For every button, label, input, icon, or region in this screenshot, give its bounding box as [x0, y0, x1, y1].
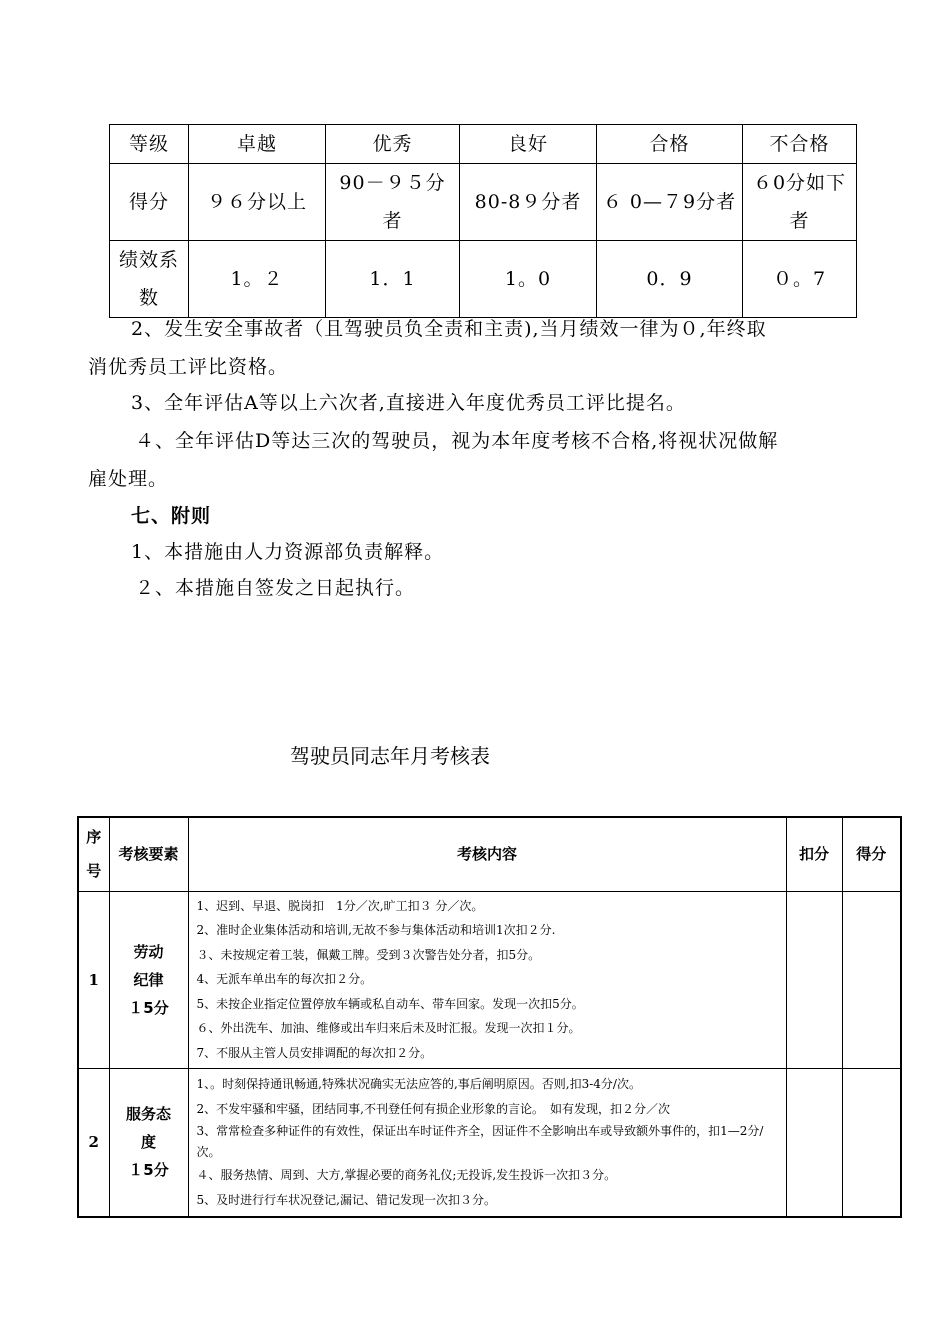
- score-cell: ６0分如下者: [743, 164, 857, 241]
- category-line: １5分: [128, 998, 169, 1017]
- grade-header-cell: 良好: [460, 125, 597, 164]
- paragraph-2-line2: 消优秀员工评比资格。: [88, 356, 289, 378]
- row-content: [188, 1068, 786, 1217]
- header-seq: [78, 817, 109, 891]
- category-line: １5分: [128, 1161, 169, 1180]
- header-score: [842, 817, 901, 891]
- coefficient-row: [110, 241, 857, 318]
- paragraph-3: 3、全年评估A等以上六次者,直接进入年度优秀员工评比提名。: [131, 392, 686, 414]
- category-line: 劳动: [133, 942, 164, 961]
- grade-table: [109, 124, 857, 318]
- grade-header-cell: 等级: [110, 125, 189, 164]
- list-item: 7、不服从主管人员安排调配的每次扣２分。: [196, 1045, 433, 1060]
- list-item: 4、无派车单出车的每次扣２分。: [196, 972, 373, 987]
- deduct-cell[interactable]: [786, 891, 842, 1068]
- list-item: 2、准时企业集体活动和培训,无故不参与集体活动和培训1次扣２分.: [196, 923, 556, 938]
- coefficient-label: 绩效系数: [110, 241, 189, 318]
- list-item: 1、迟到、早退、脱岗扣 1分／次,旷工扣３ 分／次。: [196, 898, 484, 913]
- assessment-header-row: [78, 817, 901, 891]
- score-cell: ９６分以上: [189, 164, 326, 241]
- coefficient-cell: 1。２: [189, 241, 326, 318]
- score-cell: ６ 0—７9分者: [597, 164, 743, 241]
- section-heading-appendix: 七、附则: [131, 505, 212, 527]
- paragraph-4-line2: 雇处理。: [88, 468, 169, 490]
- grade-header-cell: 卓越: [189, 125, 326, 164]
- coefficient-cell: 1．1: [326, 241, 460, 318]
- form-title: 驾驶员同志年月考核表: [290, 744, 490, 768]
- header-seq-label: 序号: [86, 828, 102, 881]
- row-seq: 1: [78, 891, 109, 1068]
- appendix-item-1: 1、本措施由人力资源部负责解释。: [131, 541, 445, 563]
- row-seq: 2: [78, 1068, 109, 1217]
- paragraph-2-line1: 2、发生安全事故者（且驾驶员负全责和主责),当月绩效一律为０,年终取: [131, 318, 767, 340]
- list-item: ４、服务热情、周到、大方,掌握必要的商务礼仪;无投诉,发生投诉一次扣３分。: [196, 1168, 617, 1183]
- row-content: [188, 891, 786, 1068]
- row-category: [109, 1068, 188, 1217]
- assessment-table: [77, 816, 902, 1218]
- grade-header-cell: 合格: [597, 125, 743, 164]
- list-item: 1、。时刻保持通讯畅通,特殊状况确实无法应答的,事后阐明原因。否则,扣3-4分/次。: [196, 1077, 641, 1092]
- header-deduct: [786, 817, 842, 891]
- category-line: 纪律: [133, 970, 164, 989]
- score-label: 得分: [110, 164, 189, 241]
- grade-header-cell: 不合格: [743, 125, 857, 164]
- score-cell: 90－９５分者: [326, 164, 460, 241]
- coefficient-cell: ０。7: [743, 241, 857, 318]
- header-element-label: 考核要素: [118, 845, 179, 864]
- category-line: 服务态: [125, 1105, 171, 1124]
- header-deduct-label: 扣分: [798, 845, 829, 864]
- header-content: 考核内容: [188, 817, 786, 891]
- list-item: 5、未按企业指定位置停放车辆或私自动车、带车回家。发现一次扣5分。: [196, 996, 584, 1011]
- score-cell[interactable]: [842, 1068, 901, 1217]
- grade-header-cell: 优秀: [326, 125, 460, 164]
- grade-header-row: [110, 125, 857, 164]
- row-category: [109, 891, 188, 1068]
- paragraph-4-line1: ４、全年评估D等达三次的驾驶员，视为本年度考核不合格,将视状况做解: [135, 430, 779, 452]
- list-item: ３、未按规定着工装，佩戴工牌。受到３次警告处分者，扣5分。: [196, 947, 541, 962]
- score-row: [110, 164, 857, 241]
- coefficient-cell: 0．9: [597, 241, 743, 318]
- list-item: 2、不发牢骚和牢骚，团结同事,不刊登任何有损企业形象的言论。 如有发现，扣２分／次: [196, 1101, 670, 1116]
- table-row: [78, 1068, 901, 1217]
- coefficient-cell: 1。0: [460, 241, 597, 318]
- list-item: ６、外出洗车、加油、维修或出车归来后未及时汇报。发现一次扣１分。: [196, 1021, 581, 1036]
- header-element: [109, 817, 188, 891]
- appendix-item-2: ２、本措施自签发之日起执行。: [135, 577, 416, 599]
- score-cell[interactable]: [842, 891, 901, 1068]
- category-line: 度: [140, 1133, 156, 1152]
- header-score-label: 得分: [856, 845, 887, 864]
- table-row: [78, 891, 901, 1068]
- deduct-cell[interactable]: [786, 1068, 842, 1217]
- list-item: 3、常常检查多种证件的有效性，保证出车时证件齐全，因证件不全影响出车或导致额外事件的，扣1—2分/次。: [196, 1124, 764, 1160]
- score-cell: 80-8９分者: [460, 164, 597, 241]
- list-item: 5、及时进行行车状况登记,漏记、错记发现一次扣３分。: [196, 1192, 496, 1207]
